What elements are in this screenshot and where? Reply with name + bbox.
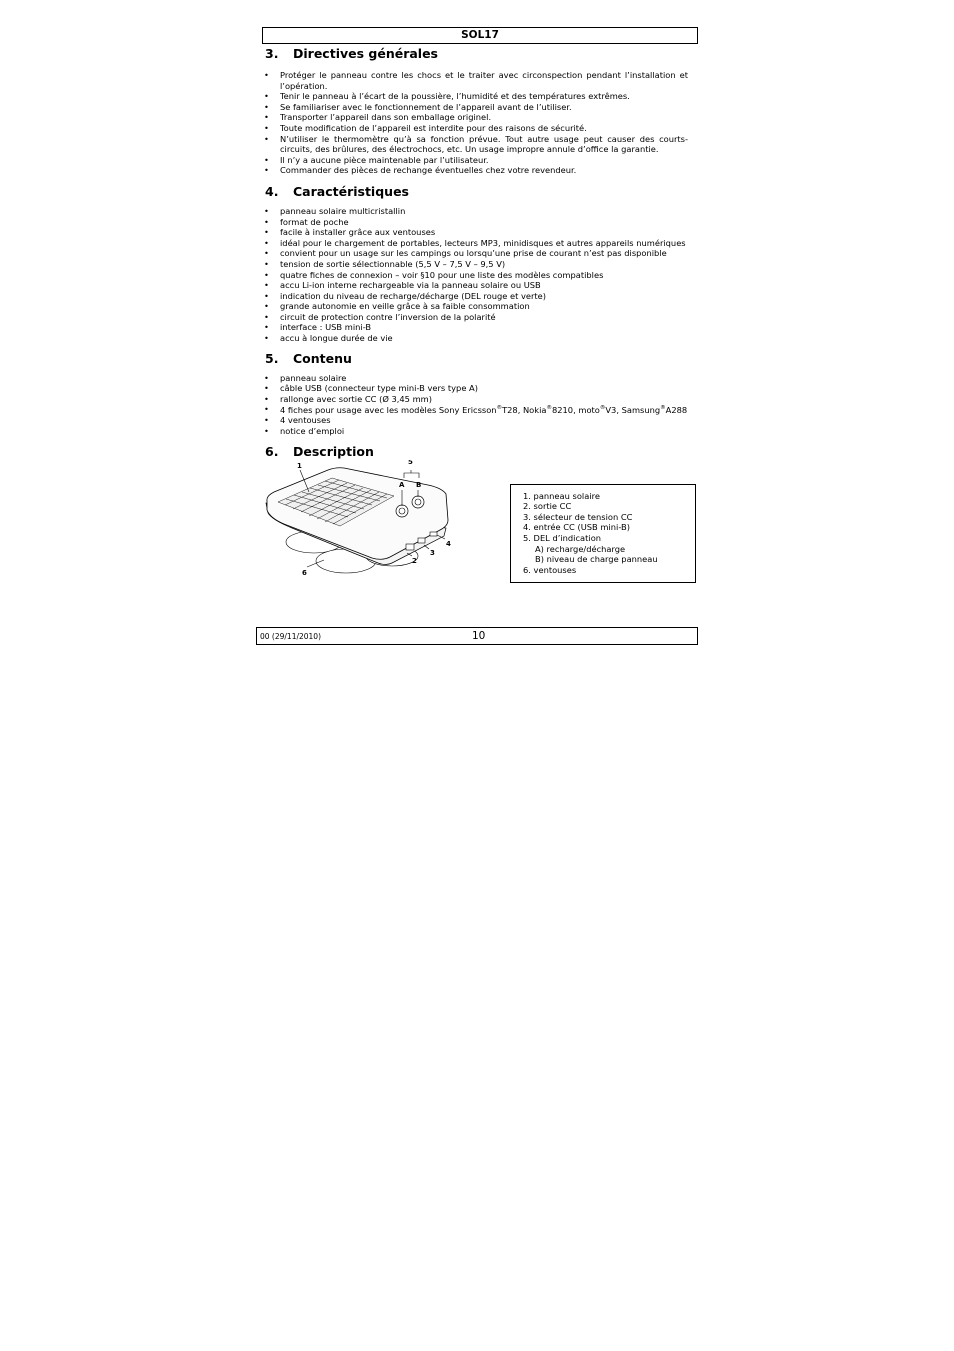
section-title: Description	[293, 443, 374, 459]
list-item: • interface : USB mini-B	[262, 322, 698, 333]
callout-5: 5	[408, 459, 413, 466]
section-number: 3.	[265, 46, 279, 61]
callout-1: 1	[297, 461, 302, 470]
list-item: • 4 ventouses	[262, 415, 698, 426]
legend-subitem: A) recharge/décharge	[535, 543, 626, 554]
section-number: 6.	[265, 443, 279, 459]
list-item: • Transporter l’appareil dans son emballage originel.	[262, 112, 698, 123]
page-number: 10	[472, 630, 486, 642]
list-item: • grande autonomie en veille grâce à sa faible consommation	[262, 301, 698, 312]
description-legend	[510, 484, 696, 583]
contents-list	[262, 373, 698, 437]
connector-shape	[430, 532, 437, 536]
registered-mark: ®	[660, 405, 666, 412]
section-title: Caractéristiques	[293, 183, 409, 199]
manual-page	[260, 27, 698, 642]
list-item: • N’utiliser le thermomètre qu’à sa fonction prévue. Tout autre usage peut causer des courts-circuits, des brûlures, des électrochocs, etc. Un usage impropre annule d’office la garantie.	[262, 134, 698, 155]
list-item: • format de poche	[262, 217, 698, 228]
callout-b: B	[416, 480, 422, 489]
callout-a: A	[399, 480, 405, 489]
section-number: 5.	[265, 350, 279, 366]
section-6-heading	[262, 444, 698, 460]
registered-mark: ®	[496, 405, 503, 412]
legend-item: 6. ventouses	[523, 564, 577, 575]
list-item: • Protéger le panneau contre les chocs et le traiter avec circonspection pendant l’installation et l’opération.	[262, 70, 698, 91]
list-item: • rallonge avec sortie CC (Ø 3,45 mm)	[262, 394, 698, 405]
list-item: • panneau solaire	[262, 373, 698, 384]
model-header	[262, 27, 698, 44]
section-4-heading	[262, 184, 698, 200]
registered-mark: ®	[599, 405, 606, 412]
section-title: Contenu	[293, 350, 352, 366]
list-item: • câble USB (connecteur type mini-B vers type A)	[262, 383, 698, 394]
list-item: • quatre fiches de connexion – voir §10 pour une liste des modèles compatibles	[262, 270, 698, 281]
section-title: Directives générales	[293, 46, 438, 61]
list-item: • convient pour un usage sur les campings ou lorsqu’une prise de courant n’est pas disponible	[262, 248, 698, 259]
list-item: • Commander des pièces de rechange éventuelles chez votre revendeur.	[262, 165, 698, 176]
solar-charger-illustration	[262, 460, 462, 590]
list-item: • tension de sortie sélectionnable (5,5 V – 7,5 V – 9,5 V)	[262, 259, 698, 270]
callout-6: 6	[302, 568, 307, 577]
list-item: • Il n’y a aucune pièce maintenable par l’utilisateur.	[262, 155, 698, 166]
led-a-shape	[396, 505, 408, 517]
legend-item: 3. sélecteur de tension CC	[523, 511, 633, 522]
features-list	[262, 206, 698, 344]
section-5-heading	[262, 351, 698, 367]
connector-shape	[406, 544, 414, 550]
legend-item: 1. panneau solaire	[523, 490, 600, 501]
page-footer	[256, 627, 698, 645]
list-item: • indication du niveau de recharge/décharge (DEL rouge et verte)	[262, 291, 698, 302]
list-item: • circuit de protection contre l’inversion de la polarité	[262, 312, 698, 323]
list-item: • notice d’emploi	[262, 426, 698, 437]
list-item: • Toute modification de l’appareil est interdite pour des raisons de sécurité.	[262, 123, 698, 134]
description-figure	[262, 460, 698, 600]
list-item: • idéal pour le chargement de portables, lecteurs MP3, minidisques et autres appareils numériques	[262, 238, 698, 249]
connector-shape	[418, 538, 425, 543]
plug-list-item: • 4 fiches pour usage avec les modèles Sony Ericsson®T28, Nokia®8210, moto®V3, Samsung®A288	[262, 404, 698, 415]
section-3-heading	[262, 46, 698, 62]
list-item: • accu à longue durée de vie	[262, 333, 698, 344]
revision-date: 00 (29/11/2010)	[260, 632, 322, 641]
list-item: • Tenir le panneau à l’écart de la poussière, l’humidité et des températures extrêmes.	[262, 91, 698, 102]
model-name: SOL17	[461, 29, 499, 41]
registered-mark: ®	[546, 405, 552, 412]
list-item: • accu Li-ion interne rechargeable via la panneau solaire ou USB	[262, 280, 698, 291]
callout-2: 2	[412, 556, 417, 565]
section-number: 4.	[265, 183, 279, 199]
legend-subitem: B) niveau de charge panneau	[535, 554, 658, 565]
callout-3: 3	[430, 548, 435, 557]
callout-4: 4	[446, 539, 451, 548]
legend-item: 5. DEL d’indication	[523, 533, 602, 543]
led-b-shape	[412, 496, 424, 508]
list-item: • Se familiariser avec le fonctionnement de l’appareil avant de l’utiliser.	[262, 102, 698, 113]
list-item: • panneau solaire multicristallin	[262, 206, 698, 217]
legend-item: 2. sortie CC	[523, 501, 572, 512]
list-item: • facile à installer grâce aux ventouses	[262, 227, 698, 238]
general-guidelines-list	[262, 70, 698, 176]
legend-item: 4. entrée CC (USB mini-B)	[523, 522, 630, 533]
